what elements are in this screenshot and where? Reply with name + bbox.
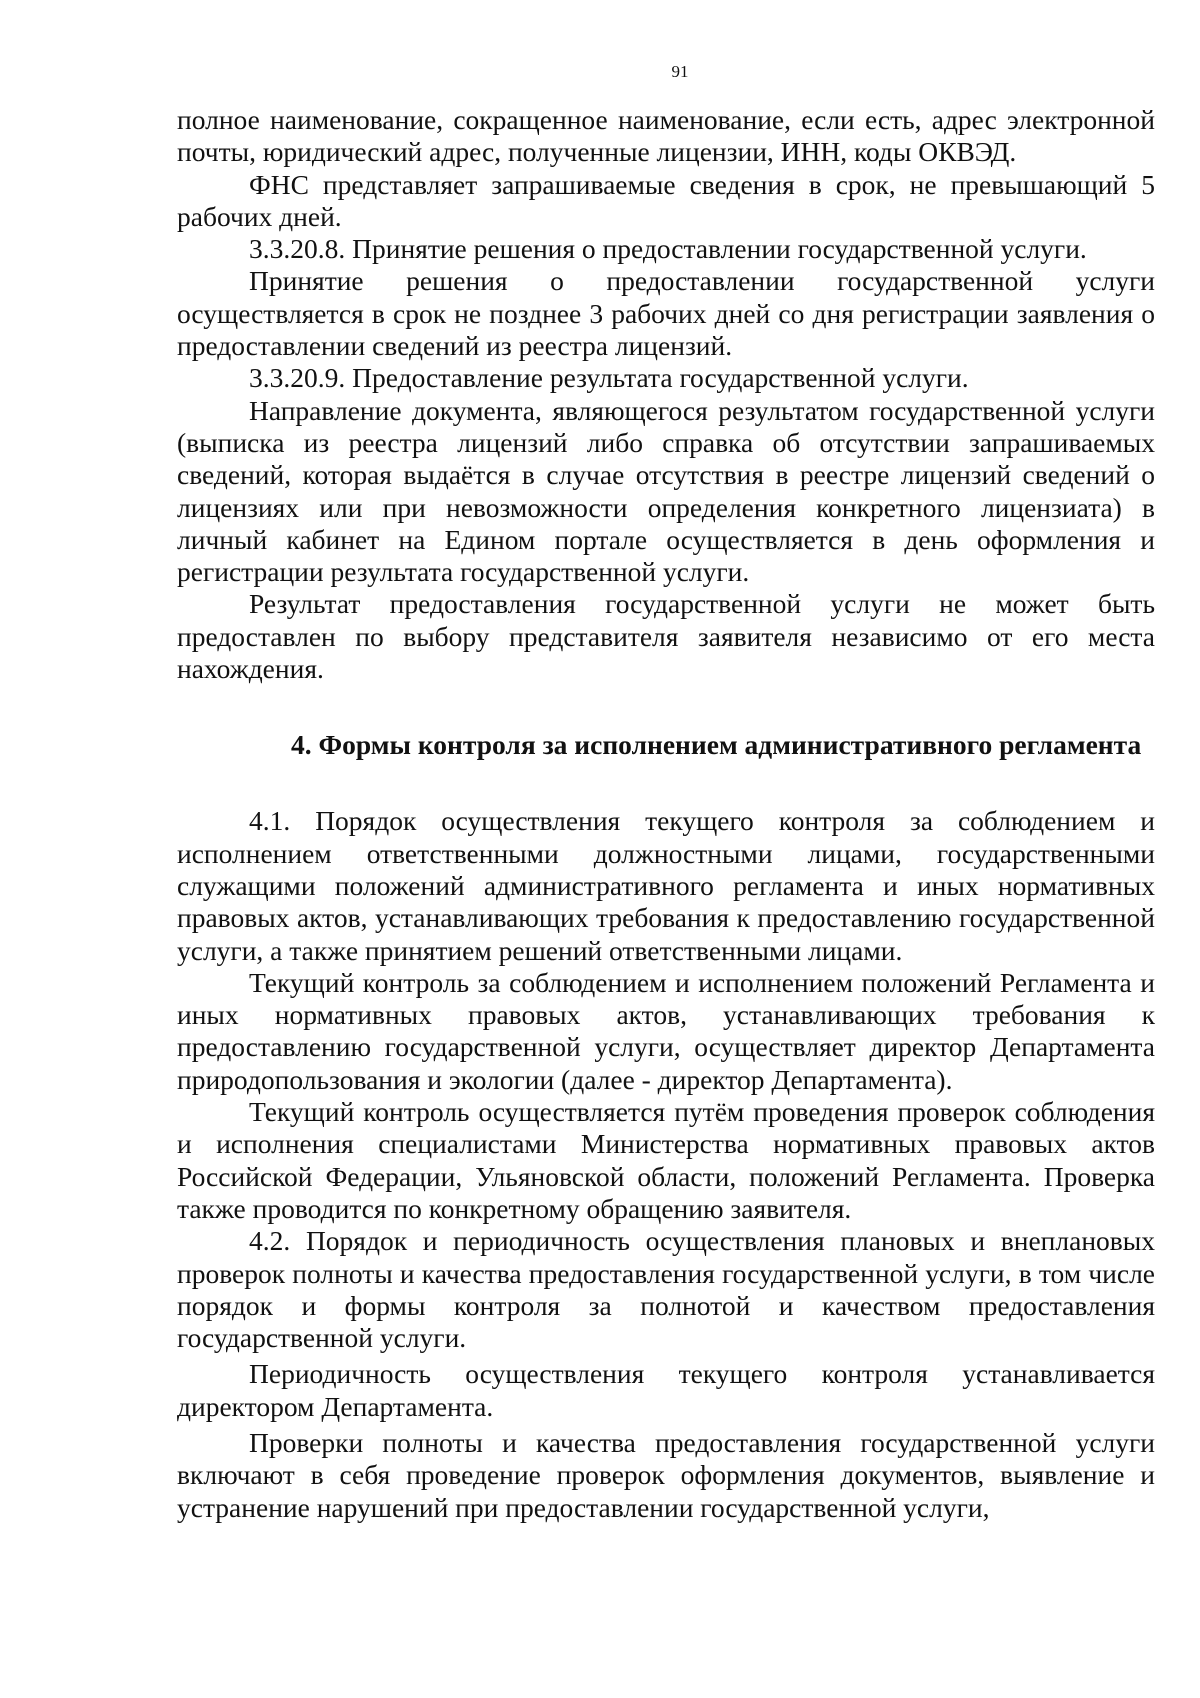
paragraph-result-location: Результат предоставления государственной услуги не может быть предоставлен по выбору представителя заявителя независимо от его места нахождения. bbox=[177, 588, 1155, 685]
paragraph-item-4-1: 4.1. Порядок осуществления текущего контроля за соблюдением и исполнением ответственными должностными лицами, государственными служащими положений административного регламента и иных нормативных правовых актов, устанавливающих требования к предоставлению государственной услуги, а также принятием решений ответственными лицами. bbox=[177, 805, 1155, 966]
paragraph-continuation: полное наименование, сокращенное наименование, если есть, адрес электронной почты, юридический адрес, полученные лицензии, ИНН, коды ОКВЭД. bbox=[177, 104, 1155, 168]
paragraph-inspections: Проверки полноты и качества предоставления государственной услуги включают в себя проведение проверок оформления документов, выявление и устранение нарушений при предоставлении государственной услуги, bbox=[177, 1426, 1155, 1523]
page-number: 91 bbox=[671, 62, 689, 81]
paragraph-item-3-3-20-8: 3.3.20.8. Принятие решения о предоставлении государственной услуги. bbox=[249, 233, 1087, 265]
paragraph-control-method: Текущий контроль осуществляется путём проведения проверок соблюдения и исполнения специалистами Министерства нормативных правовых актов Российской Федерации, Ульяновской области, положений Регламента. Проверка также проводится по конкретному обращению заявителя. bbox=[177, 1096, 1155, 1224]
paragraph-item-3-3-20-9: 3.3.20.9. Предоставление результата государственной услуги. bbox=[249, 362, 969, 394]
page-content bbox=[177, 104, 1155, 1524]
section-heading: 4. Формы контроля за исполнением административного регламента bbox=[291, 729, 1142, 761]
paragraph-fns-deadline: ФНС представляет запрашиваемые сведения в срок, не превышающий 5 рабочих дней. bbox=[177, 168, 1155, 232]
paragraph-decision-term: Принятие решения о предоставлении государственной услуги осуществляется в срок не позднее 3 рабочих дней со дня регистрации заявления о предоставлении сведений из реестра лицензий. bbox=[177, 265, 1155, 362]
paragraph-periodicity: Периодичность осуществления текущего контроля устанавливается директором Департамента. bbox=[177, 1358, 1155, 1422]
paragraph-current-control: Текущий контроль за соблюдением и исполнением положений Регламента и иных нормативных правовых актов, устанавливающих требования к предоставлению государственной услуги, осуществляет директор Департамента природопользования и экологии (далее - директор Департамента). bbox=[177, 966, 1155, 1095]
paragraph-result-delivery: Направление документа, являющегося результатом государственной услуги (выписка из реестра лицензий либо справка об отсутствии запрашиваемых сведений, которая выдаётся в случае отсутствия в реестре лицензий сведений о лицензиях или при невозможности определения конкретного лицензиата) в личный кабинет на Едином портале осуществляется в день оформления и регистрации результата государственной услуги. bbox=[177, 394, 1155, 588]
paragraph-item-4-2: 4.2. Порядок и периодичность осуществления плановых и внеплановых проверок полноты и качества предоставления государственной услуги, в том числе порядок и формы контроля за полнотой и качеством предоставления государственной услуги. bbox=[177, 1225, 1155, 1354]
